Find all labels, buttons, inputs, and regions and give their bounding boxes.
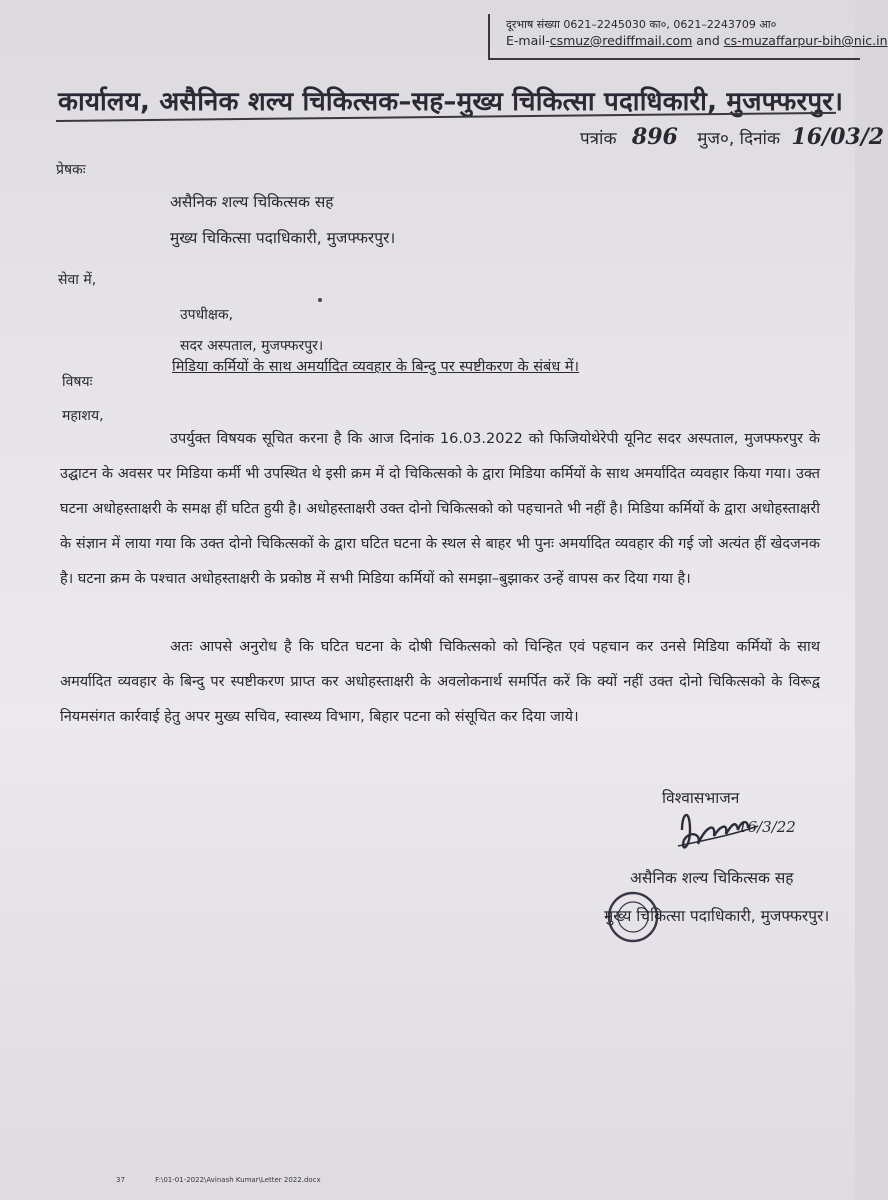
ref-number: 896 [631, 124, 678, 150]
body-paragraph-2: अतः आपसे अनुरोध है कि घटित घटना के दोषी चिकित्सको को चिन्हित एवं पहचान कर उनसे मिडिया कर्मियों के साथ अमर्यादित व्यवहार के बिन्दु पर स्पष्टीकरण प्राप्त कर अधोहस्ताक्षरी के अवलोकनार्थ समर्पित करें कि क्यों नहीं उक्त दोनो चिकित्सको के विरूद्व नियमसंगत कार्रवाई हेतु अपर मुख्य सचिव, स्वास्थ्य विभाग, बिहार पटना को संसूचित कर दिया जाये। [60, 639, 820, 725]
phone-line: दूरभाष संख्या 0621–2245030 का०, 0621–2243709 आ० [506, 18, 777, 31]
reference-line [580, 124, 884, 150]
sender-line-1: असैनिक शल्य चिकित्सक सह [170, 193, 334, 211]
email-link-rediff[interactable]: csmuz@rediffmail.com [549, 33, 693, 48]
date-label: मुज०, दिनांक [697, 129, 781, 149]
ref-label: पत्रांक [580, 129, 617, 149]
closing-line-1: असैनिक शल्य चिकित्सक सह [630, 869, 794, 887]
body-paragraph-1: उपर्युक्त विषयक सूचित करना है कि आज दिनांक 16.03.2022 को फिजियोथेरेपी यूनिट सदर अस्पताल, मुजफ्फरपुर के उद्घाटन के अवसर पर मिडिया कर्मी भी उपस्थित थे इसी क्रम में दो चिकित्सको के द्वारा मिडिया कर्मियों के साथ अमर्यादित व्यवहार किया गया। उक्त घटना अधोहस्ताक्षरी के समक्ष हीं घटित हुयी है। अधोहस्ताक्षरी उक्त दोनो चिकित्सको को पहचानते भी नहीं है। मिडिया कर्मियों के द्वारा अधोहस्ताक्षरी के संज्ञान में लाया गया कि उक्त दोनो चिकित्सकों के द्वारा घटित घटना के स्थल से बाहर भी पुनः अमर्यादित व्यवहार की गई जो अत्यंत हीं खेदजनक है। घटना क्रम के पश्चात अधोहस्ताक्षरी के प्रकोष्ठ में सभी मिडिया कर्मियों को समझा–बुझाकर उन्हें वापस कर दिया गया है। [60, 431, 820, 587]
valediction: विश्वासभाजन [662, 789, 740, 807]
signature-date: 16/3/22 [738, 818, 796, 836]
footer-path: 37 F:\01-01-2022\Avinash Kumar\Letter 2022.docx [116, 1176, 321, 1184]
sender-line-2: मुख्य चिकित्सा पदाधिकारी, मुजफ्फरपुर। [170, 229, 396, 247]
sender-label: प्रेषकः [56, 162, 86, 178]
subject-label: विषयः [62, 374, 93, 390]
letterhead-contact-box [488, 14, 888, 60]
recipient-label: सेवा में, [58, 272, 97, 288]
closing-line-2: मुख्य चिकित्सा पदाधिकारी, मुजफ्फरपुर। [604, 907, 830, 925]
recipient-line-2: सदर अस्पताल, मुजफ्फरपुर। [180, 338, 324, 354]
office-title: कार्यालय, असैनिक शल्य चिकित्सक–सह–मुख्य चिकित्सा पदाधिकारी, मुजफ्फरपुर। [58, 87, 844, 117]
email-link-nic[interactable]: cs-muzaffarpur-bih@nic.in [723, 33, 888, 48]
salutation: महाशय, [62, 408, 104, 424]
date-value: 16/03/2 [791, 124, 885, 150]
ink-dot [318, 298, 322, 302]
email-line: E-mail-csmuz@rediffmail.com and cs-muzaffarpur-bih@nic.in [506, 33, 888, 48]
subject-text: मिडिया कर्मियों के साथ अमर्यादित व्यवहार के बिन्दु पर स्पष्टीकरण के संबंध में। [172, 359, 580, 375]
recipient-line-1: उपधीक्षक, [180, 307, 234, 323]
